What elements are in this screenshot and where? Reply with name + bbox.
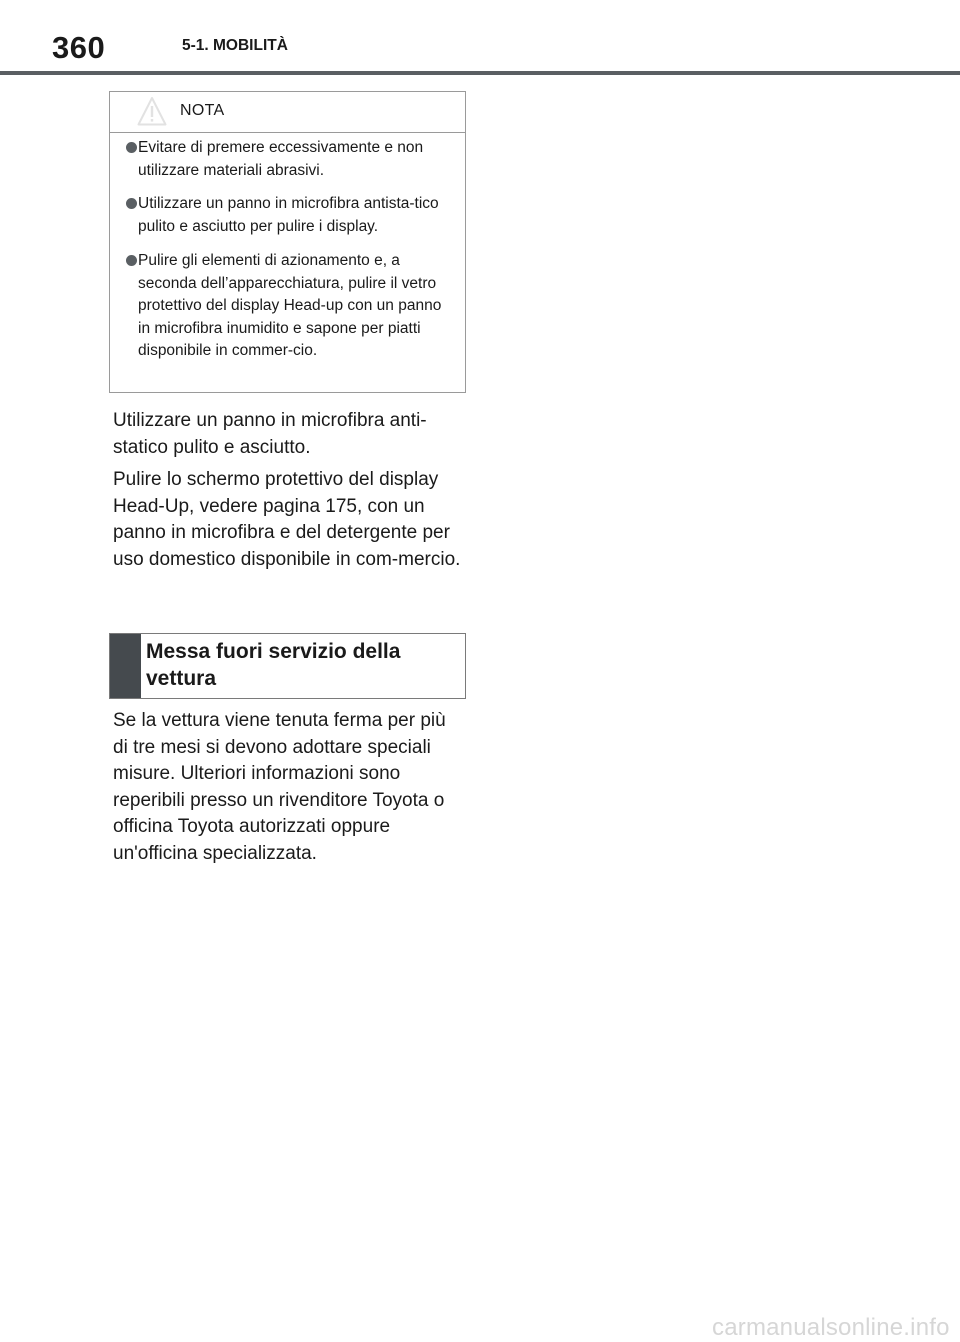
heading-bar <box>110 634 141 698</box>
section-title: 5-1. MOBILITÀ <box>182 37 288 54</box>
bullet-icon <box>126 198 137 209</box>
page-header <box>0 0 960 76</box>
section-heading: Messa fuori servizio della vettura <box>146 640 401 690</box>
section-paragraph: Se la vettura viene tenuta ferma per più di tre mesi si devono adottare speciali misure. Ulteriori informazioni sono reperibili presso un rivenditore Toyota o officina Toyota autorizzati oppure un'officina specializzata. <box>113 710 446 864</box>
section-heading-box <box>109 633 466 699</box>
note-item <box>126 250 456 363</box>
bullet-icon <box>126 255 137 266</box>
note-item <box>126 137 456 182</box>
note-item-text: Utilizzare un panno in microfibra antista-tico pulito e asciutto per pulire i display. <box>138 195 439 235</box>
bullet-icon <box>126 142 137 153</box>
page-number: 360 <box>52 30 106 65</box>
watermark: carmanualsonline.info <box>712 1314 950 1341</box>
warning-triangle-icon <box>137 96 167 127</box>
body-paragraph: Utilizzare un panno in microfibra anti-statico pulito e asciutto. <box>113 410 427 458</box>
note-header <box>110 92 465 133</box>
note-box <box>109 91 466 393</box>
note-item <box>126 193 456 238</box>
note-item-text: Evitare di premere eccessivamente e non utilizzare materiali abrasivi. <box>138 139 424 179</box>
header-rule <box>0 71 960 75</box>
note-item-text: Pulire gli elementi di azionamento e, a seconda dell’apparecchiatura, pulire il vetro protettivo del display Head-up con un panno in microfibra inumidito e sapone per piatti disponibile in commer-cio. <box>138 252 442 359</box>
note-title: NOTA <box>180 102 225 119</box>
body-paragraph: Pulire lo schermo protettivo del display Head-Up, vedere pagina 175, con un panno in microfibra e del detergente per uso domestico disponibile in com-mercio. <box>113 469 461 570</box>
